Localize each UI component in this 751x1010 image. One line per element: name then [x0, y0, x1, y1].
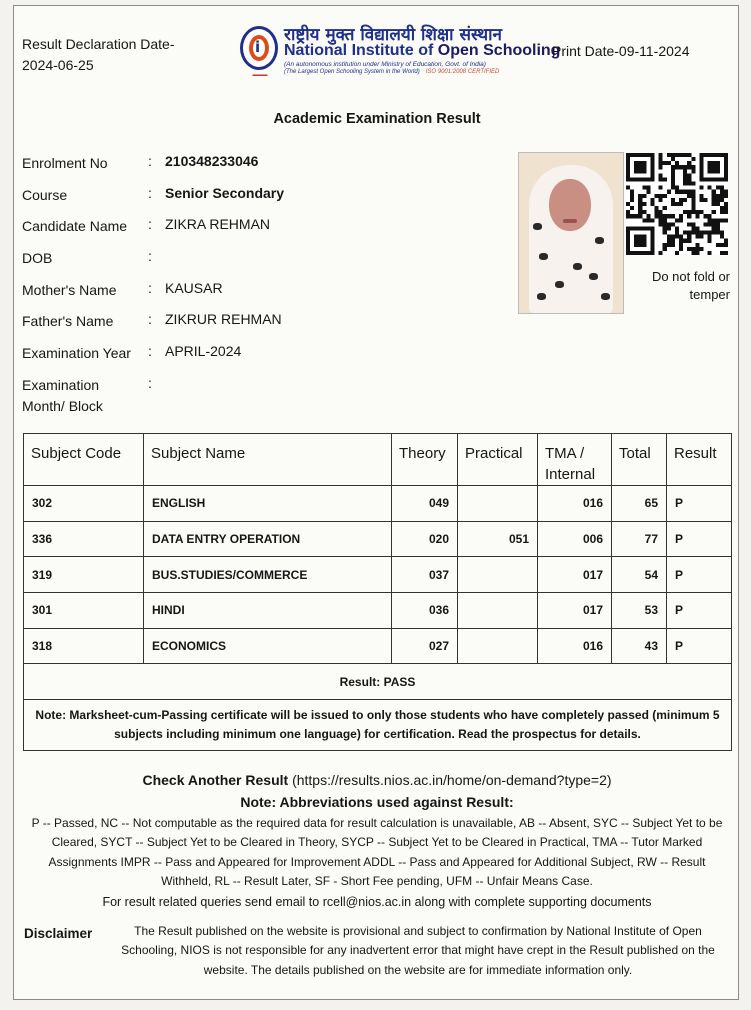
cell-tma: 017 [538, 593, 612, 629]
declaration-date [22, 34, 212, 76]
cell-tma: 017 [538, 557, 612, 593]
cell-name: ECONOMICS [144, 628, 392, 664]
cell-name: BUS.STUDIES/COMMERCE [144, 557, 392, 593]
info-label: Father's Name [22, 313, 114, 329]
info-value: 210348233046 [165, 153, 259, 169]
info-colon: : [148, 280, 152, 296]
cell-name: HINDI [144, 593, 392, 629]
candidate-photo [518, 152, 624, 314]
cell-total: 43 [612, 628, 667, 664]
queries-note: For result related queries send email to rcell@nios.ac.in along with complete supporting documents [102, 895, 652, 909]
info-colon: : [148, 375, 152, 391]
table-row [24, 521, 732, 557]
info-value: ZIKRA REHMAN [165, 216, 271, 232]
check-url[interactable]: (https://results.nios.ac.in/home/on-demand?type=2) [288, 772, 612, 788]
header-theory: Theory [392, 434, 458, 486]
cell-practical [458, 557, 538, 593]
cell-name: ENGLISH [144, 486, 392, 522]
info-colon: : [148, 343, 152, 359]
qr-code [626, 153, 728, 255]
check-another-result [14, 772, 740, 788]
abbreviations-text: P -- Passed, NC -- Not computable as the required data for result calculation is unavailable, AB -- Absent, SYC -- Subject Yet to be Cleared, SYCT -- Subject Yet to be Cleared in Theory, SYCP -- Subject Yet to be Cleared in Practical, TMA -- Tutor Marked Assignments IMPR -- Pass and Appeared for Improvement ADDL -- Pass and Appeared for Additional Subject, RW -- Result Withheld, RL -- Result Later, SF - Short Fee pending, UFM -- Unfair Means Case. [31, 816, 723, 888]
table-header [24, 434, 732, 486]
header-subject-code: Subject Code [24, 434, 144, 486]
info-label: Course [22, 187, 68, 203]
cell-result: P [667, 628, 732, 664]
org-tagline: (The Largest Open Schooling System in the World) ISO 9001:2008 CERTIFIED [284, 69, 500, 75]
info-colon: : [148, 153, 152, 169]
check-label: Check Another Result [142, 772, 289, 788]
certificate-note: Note: Marksheet-cum-Passing certificate will be issued to only those students who have completely passed (minimum 5 subjects including minimum one language) for certification. Read the prospectus for details. [24, 700, 732, 751]
cell-result: P [667, 557, 732, 593]
nios-header-logo [240, 20, 560, 84]
table-row [24, 486, 732, 522]
org-subtitle: (An autonomous institution under Ministry of Education, Govt. of India) [284, 61, 486, 68]
info-value: ZIKRUR REHMAN [165, 311, 282, 327]
page-title: Academic Examination Result [273, 111, 481, 127]
table-row [24, 557, 732, 593]
cell-result: P [667, 521, 732, 557]
info-label: Enrolment No [22, 155, 108, 171]
emblem-caption: ▬▬▬ [252, 72, 268, 78]
overall-result: Result: PASS [24, 664, 732, 700]
org-name-hindi: राष्ट्रीय मुक्त विद्यालयी शिक्षा संस्थान [284, 25, 502, 45]
cell-theory: 049 [392, 486, 458, 522]
abbreviations-title: Note: Abbreviations used against Result: [240, 794, 514, 810]
disclaimer-text: The Result published on the website is provisional and subject to confirmation by National Institute of Open Schooling, NIOS is not responsible for any inadvertent error that might have crept in the Result published on the website. The details published on the website are for immediate information only. [121, 924, 715, 977]
cell-code: 301 [24, 593, 144, 629]
cell-theory: 027 [392, 628, 458, 664]
cell-code: 319 [24, 557, 144, 593]
cell-total: 54 [612, 557, 667, 593]
info-label: Examination Month/ Block [22, 377, 103, 414]
cell-code: 302 [24, 486, 144, 522]
table-row [24, 593, 732, 629]
header-result: Result [667, 434, 732, 486]
info-label: Candidate Name [22, 218, 128, 234]
info-value: KAUSAR [165, 280, 223, 296]
cell-code: 318 [24, 628, 144, 664]
cell-tma: 016 [538, 486, 612, 522]
cell-tma: 016 [538, 628, 612, 664]
info-colon: : [148, 216, 152, 232]
marks-table [23, 433, 732, 751]
fold-warning: Do not fold or temper [651, 269, 730, 302]
info-label: Examination Year [22, 345, 131, 361]
cell-total: 53 [612, 593, 667, 629]
cell-tma: 006 [538, 521, 612, 557]
info-value: Senior Secondary [165, 185, 285, 201]
declaration-label: Result Declaration Date- [22, 36, 175, 52]
header-total: Total [612, 434, 667, 486]
declaration-date-value: 2024-06-25 [22, 57, 94, 73]
cell-practical [458, 486, 538, 522]
cell-result: P [667, 593, 732, 629]
cell-practical [458, 628, 538, 664]
nios-emblem-icon: i [240, 26, 278, 70]
header-practical: Practical [458, 434, 538, 486]
cell-result: P [667, 486, 732, 522]
info-colon: : [148, 311, 152, 327]
cell-total: 77 [612, 521, 667, 557]
info-label: DOB [22, 250, 53, 266]
print-date: Print Date-09-11-2024 [552, 43, 690, 59]
cell-theory: 037 [392, 557, 458, 593]
info-colon: : [148, 248, 152, 264]
cell-code: 336 [24, 521, 144, 557]
cell-theory: 020 [392, 521, 458, 557]
cell-name: DATA ENTRY OPERATION [144, 521, 392, 557]
result-sheet [13, 5, 739, 1000]
info-colon: : [148, 185, 152, 201]
info-value: APRIL-2024 [165, 343, 242, 359]
org-name-english: National Institute of Open Schooling [284, 42, 561, 59]
cell-practical [458, 593, 538, 629]
header-tma-internal: TMA / Internal [538, 434, 612, 486]
table-row [24, 628, 732, 664]
header-subject-name: Subject Name [144, 434, 392, 486]
cell-theory: 036 [392, 593, 458, 629]
iso-cert: ISO 9001:2008 CERTIFIED [425, 69, 500, 75]
info-label: Mother's Name [22, 282, 117, 298]
disclaimer-label: Disclaimer [24, 926, 93, 941]
cell-total: 65 [612, 486, 667, 522]
cell-practical: 051 [458, 521, 538, 557]
